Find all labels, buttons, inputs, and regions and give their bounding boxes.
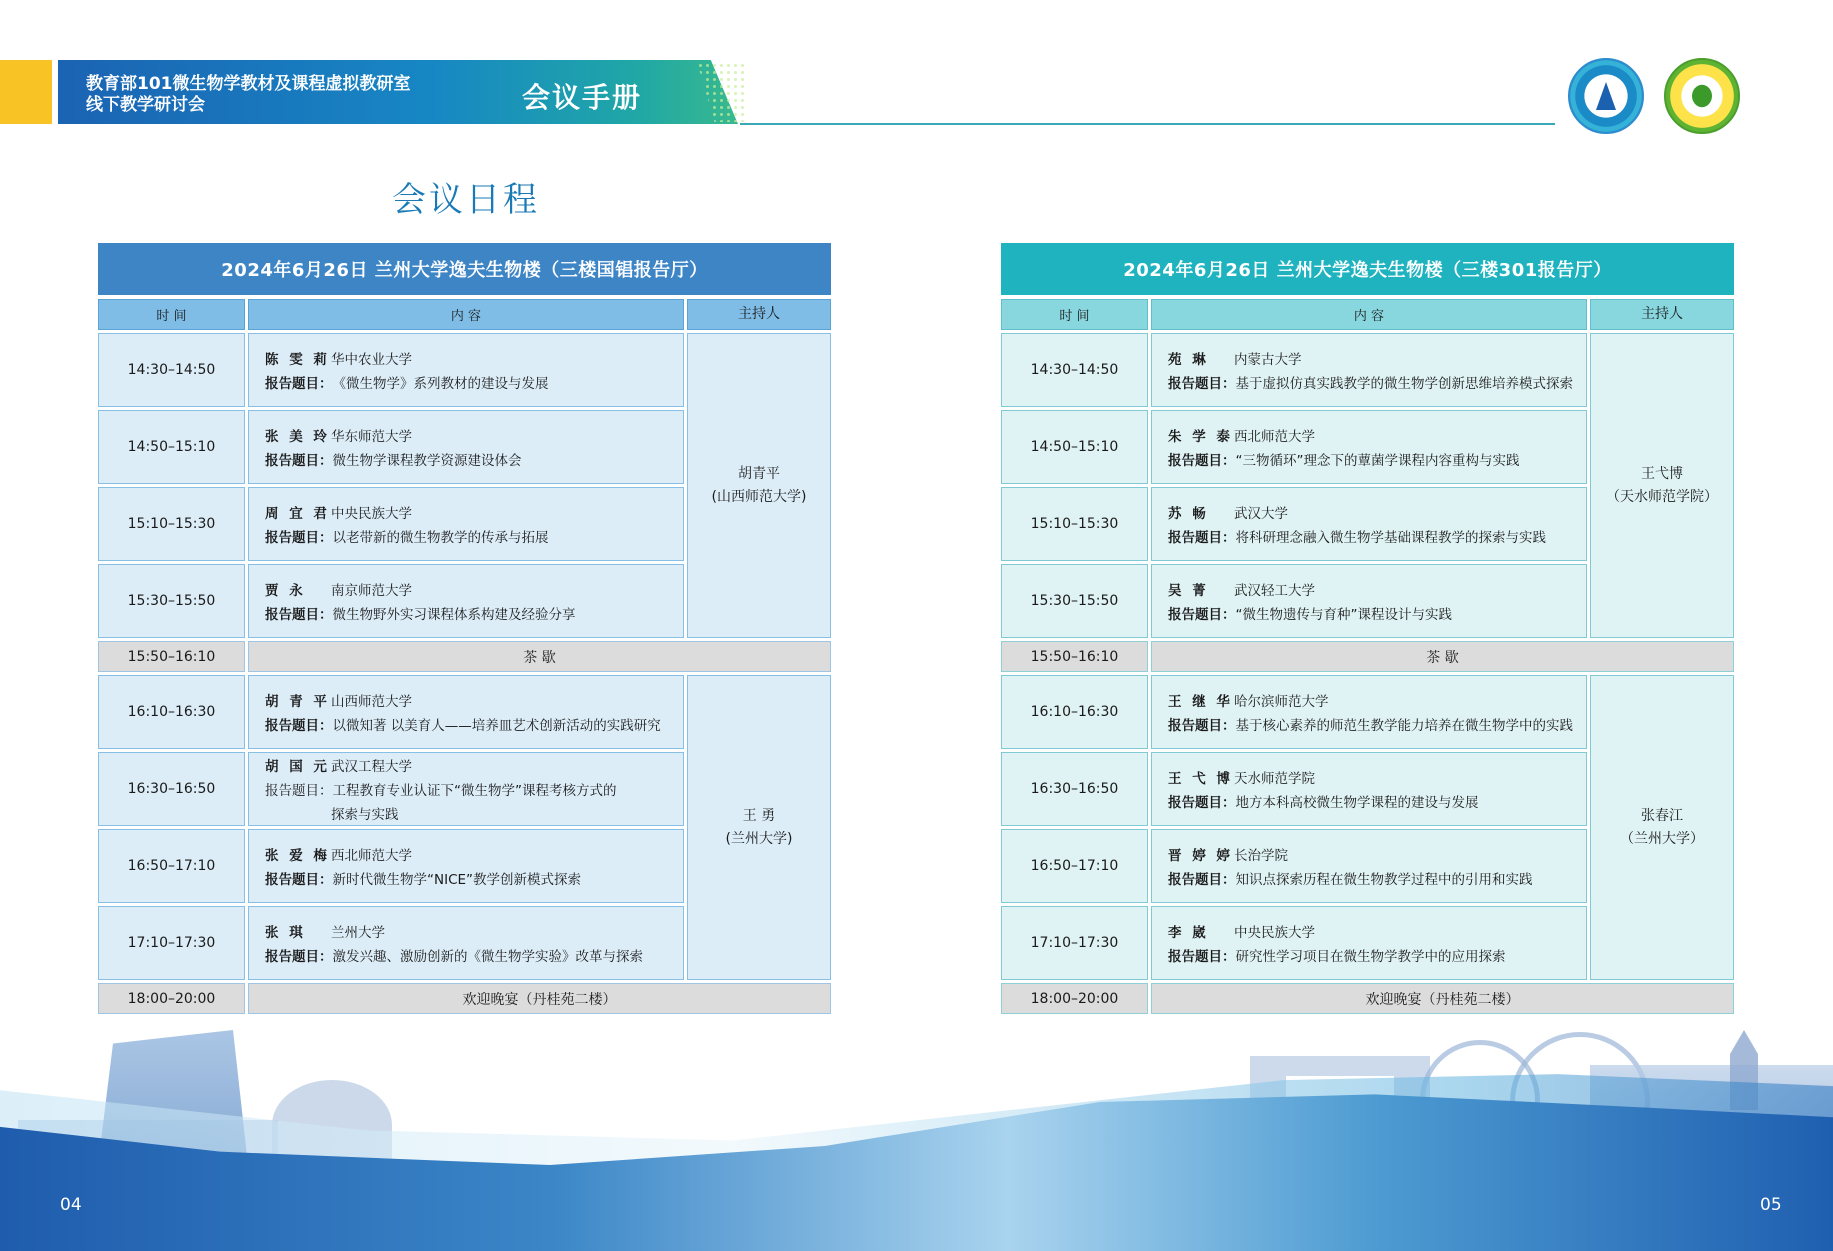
header-time: 时 间 [1001, 299, 1148, 330]
speaker-affiliation: 武汉大学 [1234, 506, 1288, 522]
host-cell [1590, 333, 1734, 638]
talk-topic: 《微生物学》系列教材的建设与发展 [332, 376, 549, 392]
talk-cell [1151, 906, 1587, 980]
talk-cell [248, 487, 684, 561]
host-name: 张春江 [1641, 807, 1683, 824]
talk-topic: 以老带新的微生物教学的传承与拓展 [332, 530, 549, 546]
speaker-affiliation: 兰州大学 [331, 925, 385, 941]
time-cell: 16:10–16:30 [1001, 675, 1148, 749]
topic-label: 报告题目： [1168, 949, 1236, 965]
talk-topic: 以微知著 以美育人——培养皿艺术创新活动的实践研究 [332, 718, 661, 734]
topic-label: 报告题目： [265, 718, 333, 734]
talk-cell [248, 333, 684, 407]
topic-label: 报告题目： [1168, 872, 1236, 888]
speaker-name: 张 琪 [265, 925, 306, 941]
table-banner: 2024年6月26日 兰州大学逸夫生物楼（三楼301报告厅） [1001, 243, 1734, 295]
host-affiliation: (山西师范大学) [711, 488, 807, 505]
talk-topic: “三物循环”理念下的蕈菌学课程内容重构与实践 [1235, 453, 1520, 469]
time-cell: 14:30–14:50 [1001, 333, 1148, 407]
header-divider [740, 123, 1555, 125]
dinner-label: 欢迎晚宴（丹桂苑二楼） [248, 983, 831, 1014]
header-time: 时 间 [98, 299, 245, 330]
host-affiliation: （兰州大学） [1620, 830, 1704, 847]
speaker-affiliation: 哈尔滨师范大学 [1234, 694, 1329, 710]
header-content: 内 容 [248, 299, 684, 330]
time-cell: 16:30–16:50 [98, 752, 245, 826]
break-time: 15:50–16:10 [98, 641, 245, 672]
talk-cell [248, 906, 684, 980]
speaker-affiliation: 内蒙古大学 [1234, 352, 1302, 368]
talk-topic: 将科研理念融入微生物学基础课程教学的探索与实践 [1235, 530, 1546, 546]
host-affiliation: （天水师范学院） [1606, 488, 1718, 505]
time-cell: 14:50–15:10 [98, 410, 245, 484]
speaker-affiliation: 华中农业大学 [331, 352, 412, 368]
speaker-name: 陈 雯 莉 [265, 352, 330, 368]
time-cell: 15:10–15:30 [98, 487, 245, 561]
manual-title: 会议手册 [522, 81, 643, 114]
speaker-affiliation: 西北师范大学 [1234, 429, 1315, 445]
talk-cell [1151, 410, 1587, 484]
talk-cell [1151, 752, 1587, 826]
time-cell: 15:30–15:50 [1001, 564, 1148, 638]
time-cell: 14:50–15:10 [1001, 410, 1148, 484]
host-name: 王弋博 [1641, 465, 1683, 482]
speaker-name: 苑 琳 [1168, 352, 1209, 368]
speaker-affiliation: 武汉工程大学 [331, 759, 412, 775]
talk-topic: 激发兴趣、激励创新的《微生物学实验》改革与探索 [332, 949, 643, 965]
topic-label: 报告题目： [265, 376, 333, 392]
speaker-affiliation: 长治学院 [1234, 848, 1288, 864]
header-host: 主持人 [1590, 299, 1734, 330]
topic-label: 报告题目： [265, 949, 333, 965]
talk-topic: 知识点探索历程在微生物教学过程中的引用和实践 [1235, 872, 1533, 888]
time-cell: 16:10–16:30 [98, 675, 245, 749]
time-cell: 14:30–14:50 [98, 333, 245, 407]
org-title-line2: 线下教学研讨会 [86, 95, 205, 115]
host-name: 王 勇 [742, 807, 776, 824]
host-cell [1590, 675, 1734, 980]
topic-label: 报告题目： [265, 872, 333, 888]
dinner-time: 18:00–20:00 [98, 983, 245, 1014]
speaker-affiliation: 南京师范大学 [331, 583, 412, 599]
talk-cell [248, 752, 684, 826]
host-cell [687, 333, 831, 638]
topic-label: 报告题目： [1168, 530, 1236, 546]
speaker-name: 朱 学 泰 [1168, 429, 1233, 445]
virtual-lab-logo-icon [1568, 58, 1644, 134]
speaker-name: 晋 婷 婷 [1168, 848, 1233, 864]
time-cell: 16:30–16:50 [1001, 752, 1148, 826]
header-host: 主持人 [687, 299, 831, 330]
speaker-affiliation: 华东师范大学 [331, 429, 412, 445]
time-cell: 15:30–15:50 [98, 564, 245, 638]
dinner-time: 18:00–20:00 [1001, 983, 1148, 1014]
talk-cell [248, 829, 684, 903]
talk-topic: 地方本科高校微生物学课程的建设与发展 [1235, 795, 1479, 811]
talk-cell [1151, 333, 1587, 407]
talk-cell [1151, 675, 1587, 749]
time-cell: 16:50–17:10 [98, 829, 245, 903]
org-title-line1: 教育部101微生物学教材及课程虚拟教研室 [86, 74, 411, 94]
org-title [86, 74, 411, 116]
header-accent-bar [0, 60, 52, 124]
break-label: 茶 歇 [248, 641, 831, 672]
speaker-affiliation: 山西师范大学 [331, 694, 412, 710]
page-number-right: 05 [1760, 1195, 1782, 1215]
topic-label: 报告题目： [1168, 795, 1236, 811]
speaker-affiliation: 天水师范学院 [1234, 771, 1315, 787]
table-banner: 2024年6月26日 兰州大学逸夫生物楼（三楼国锠报告厅） [98, 243, 831, 295]
speaker-affiliation: 中央民族大学 [331, 506, 412, 522]
page-title: 会议日程 [392, 180, 540, 220]
speaker-name: 王 继 华 [1168, 694, 1233, 710]
talk-cell [1151, 564, 1587, 638]
talk-topic-cont: 探索与实践 [331, 807, 399, 823]
speaker-name: 张 爱 梅 [265, 848, 330, 864]
speaker-affiliation: 中央民族大学 [1234, 925, 1315, 941]
break-label: 茶 歇 [1151, 641, 1734, 672]
speaker-name: 周 宜 君 [265, 506, 330, 522]
break-time: 15:50–16:10 [1001, 641, 1148, 672]
topic-label: 报告题目： [265, 530, 333, 546]
topic-label: 报告题目： [1168, 376, 1236, 392]
talk-topic: 基于虚拟仿真实践教学的微生物学创新思维培养模式探索 [1235, 376, 1573, 392]
talk-cell [248, 410, 684, 484]
header-content: 内 容 [1151, 299, 1587, 330]
page-number-left: 04 [60, 1195, 82, 1215]
topic-label: 报告题目： [265, 607, 333, 623]
talk-cell [248, 564, 684, 638]
time-cell: 15:10–15:30 [1001, 487, 1148, 561]
host-cell [687, 675, 831, 980]
topic-label: 报告题目： [1168, 453, 1236, 469]
talk-cell [248, 675, 684, 749]
talk-topic: “微生物遗传与育种”课程设计与实践 [1235, 607, 1452, 623]
talk-topic: 研究性学习项目在微生物学教学中的应用探索 [1235, 949, 1506, 965]
time-cell: 17:10–17:30 [1001, 906, 1148, 980]
talk-topic: 微生物学课程教学资源建设体会 [332, 453, 522, 469]
topic-label: 报告题目： [1168, 718, 1236, 734]
topic-label: 报告题目： [1168, 607, 1236, 623]
topic-label: 报告题目： [265, 453, 333, 469]
talk-topic: 工程教育专业认证下“微生物学”课程考核方式的 [332, 783, 617, 799]
speaker-name: 胡 青 平 [265, 694, 330, 710]
speaker-name: 王 弋 博 [1168, 771, 1233, 787]
speaker-name: 胡 国 元 [265, 759, 330, 775]
time-cell: 17:10–17:30 [98, 906, 245, 980]
speaker-affiliation: 西北师范大学 [331, 848, 412, 864]
topic-label: 报告题目： [265, 783, 333, 799]
talk-topic: 基于核心素养的师范生教学能力培养在微生物学中的实践 [1235, 718, 1573, 734]
talk-topic: 微生物野外实习课程体系构建及经验分享 [332, 607, 576, 623]
dinner-label: 欢迎晚宴（丹桂苑二楼） [1151, 983, 1734, 1014]
talk-cell [1151, 829, 1587, 903]
speaker-affiliation: 武汉轻工大学 [1234, 583, 1315, 599]
time-cell: 16:50–17:10 [1001, 829, 1148, 903]
talk-cell [1151, 487, 1587, 561]
host-affiliation: (兰州大学) [725, 830, 793, 847]
speaker-name: 李 崴 [1168, 925, 1209, 941]
life-sciences-school-logo-icon [1664, 58, 1740, 134]
host-name: 胡青平 [738, 465, 780, 482]
speaker-name: 吴 菁 [1168, 583, 1209, 599]
speaker-name: 张 美 玲 [265, 429, 330, 445]
speaker-name: 贾 永 [265, 583, 306, 599]
speaker-name: 苏 畅 [1168, 506, 1209, 522]
talk-topic: 新时代微生物学“NICE”教学创新模式探索 [332, 872, 582, 888]
